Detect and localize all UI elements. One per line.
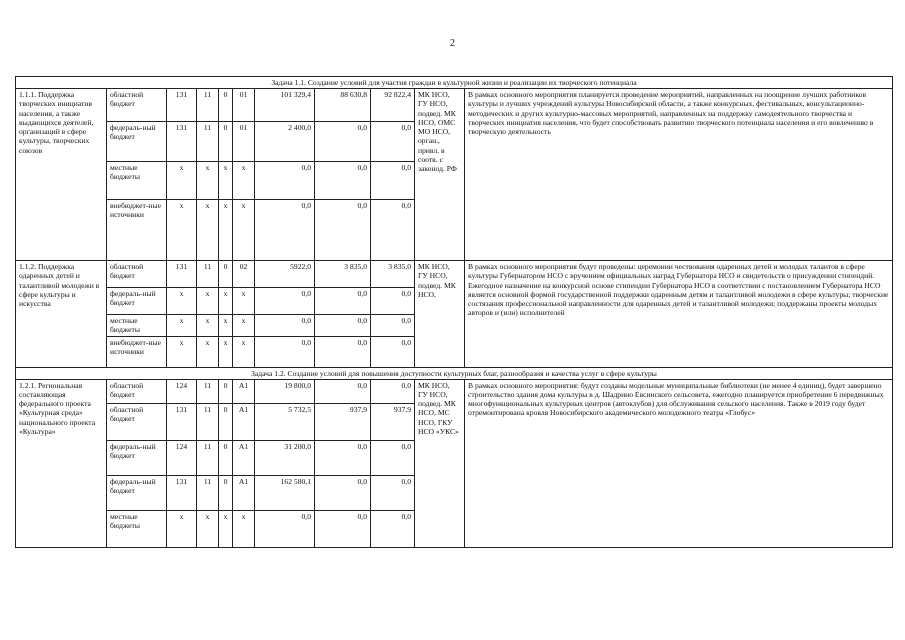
executor-cell: МК НСО, ГУ НСО, подвед. МК НСО, МС НСО, ГКУ НСО «УКС»: [415, 379, 465, 547]
task-heading: Задача 1.1. Создание условий для участия граждан в культурной жизни и реализации их творческого потенциала: [16, 77, 893, 89]
amount-cell: 0,0: [315, 510, 371, 547]
amount-cell: 0,0: [371, 440, 415, 475]
task-row: [16, 367, 893, 379]
event-name: 1.1.1. Поддержка творческих инициатив населения, а также выдающихся деятелей, организаций в сфере культуры, творческих союзов: [16, 89, 107, 261]
amount-cell: 88 630,8: [315, 89, 371, 122]
amount-cell: 5 732,5: [255, 403, 315, 440]
code-cell: х: [233, 315, 255, 337]
table-row: [16, 379, 893, 403]
task-row: [16, 77, 893, 89]
amount-cell: 0,0: [255, 288, 315, 315]
amount-cell: 92 822,4: [371, 89, 415, 122]
code-cell: 0: [219, 379, 233, 403]
amount-cell: 162 580,1: [255, 475, 315, 510]
code-cell: 131: [167, 89, 197, 122]
code-cell: х: [219, 200, 233, 261]
amount-cell: 0,0: [371, 336, 415, 367]
code-cell: А1: [233, 440, 255, 475]
code-cell: х: [219, 510, 233, 547]
code-cell: 11: [197, 261, 219, 288]
code-cell: 01: [233, 122, 255, 162]
funding-source: федераль-ный бюджет: [107, 288, 167, 315]
code-cell: 11: [197, 475, 219, 510]
code-cell: 0: [219, 122, 233, 162]
code-cell: 0: [219, 261, 233, 288]
code-cell: 0: [219, 440, 233, 475]
task-heading: Задача 1.2. Создание условий для повышения доступности культурных благ, разнообразия и качества услуг в сфере культуры: [16, 367, 893, 379]
funding-source: федераль-ный бюджет: [107, 122, 167, 162]
description-cell: В рамках основного мероприятия планируется проведение мероприятий, направленных на поощрение лучших работников культуры и лучших учреждений культуры Новосибирской области, а также конкурсных, фестивальных, консультационно-методических и других культурно-массовых мероприятий, направленных на поддержку самодеятельного творчества и творческих инициатив населения, что будет способствовать развитию творческого потенциала населения и его вовлечению в творческую деятельность: [465, 89, 893, 261]
amount-cell: 101 329,4: [255, 89, 315, 122]
code-cell: х: [233, 162, 255, 200]
amount-cell: 3 835,0: [315, 261, 371, 288]
amount-cell: 0,0: [371, 510, 415, 547]
code-cell: х: [197, 510, 219, 547]
amount-cell: 0,0: [315, 200, 371, 261]
funding-source: внебюджет-ные источники: [107, 200, 167, 261]
amount-cell: 0,0: [315, 440, 371, 475]
amount-cell: 0,0: [255, 510, 315, 547]
funding-source: местные бюджеты: [107, 162, 167, 200]
code-cell: х: [233, 336, 255, 367]
code-cell: 11: [197, 379, 219, 403]
funding-source: областной бюджет: [107, 261, 167, 288]
code-cell: х: [167, 162, 197, 200]
code-cell: х: [233, 288, 255, 315]
amount-cell: 0,0: [315, 475, 371, 510]
amount-cell: 19 800,0: [255, 379, 315, 403]
code-cell: х: [219, 162, 233, 200]
code-cell: х: [197, 288, 219, 315]
executor-cell: МК НСО, ГУ НСО, подвед. МК НСО,: [415, 261, 465, 368]
code-cell: х: [197, 336, 219, 367]
code-cell: х: [167, 315, 197, 337]
code-cell: х: [197, 315, 219, 337]
code-cell: 11: [197, 440, 219, 475]
code-cell: 0: [219, 475, 233, 510]
amount-cell: 0,0: [315, 288, 371, 315]
code-cell: А1: [233, 475, 255, 510]
code-cell: х: [219, 336, 233, 367]
code-cell: 131: [167, 261, 197, 288]
amount-cell: 0,0: [255, 162, 315, 200]
funding-source: местные бюджеты: [107, 315, 167, 337]
amount-cell: 31 200,0: [255, 440, 315, 475]
executor-cell: МК НСО, ГУ НСО, подвед. МК НСО, ОМС МО НСО, орган., привл. в соотв. с законод. РФ: [415, 89, 465, 261]
event-name: 1.1.2. Поддержка одаренных детей и талантливой молодежи в сфере культуры и искусства: [16, 261, 107, 368]
code-cell: 124: [167, 440, 197, 475]
amount-cell: 937,9: [371, 403, 415, 440]
amount-cell: 0,0: [255, 315, 315, 337]
event-name: 1.2.1. Региональная составляющая федерального проекта «Культурная среда» национального проекта «Культура»: [16, 379, 107, 547]
code-cell: х: [167, 336, 197, 367]
code-cell: 131: [167, 403, 197, 440]
amount-cell: 0,0: [315, 336, 371, 367]
amount-cell: 0,0: [371, 122, 415, 162]
code-cell: А1: [233, 403, 255, 440]
amount-cell: 0,0: [371, 200, 415, 261]
amount-cell: 937,9: [315, 403, 371, 440]
amount-cell: 0,0: [371, 379, 415, 403]
amount-cell: 0,0: [255, 336, 315, 367]
amount-cell: 0,0: [315, 162, 371, 200]
code-cell: 124: [167, 379, 197, 403]
code-cell: 02: [233, 261, 255, 288]
amount-cell: 0,0: [371, 162, 415, 200]
code-cell: х: [233, 510, 255, 547]
code-cell: х: [219, 315, 233, 337]
code-cell: х: [167, 288, 197, 315]
code-cell: х: [167, 510, 197, 547]
program-table: [15, 76, 893, 548]
page-number: 2: [450, 38, 455, 49]
code-cell: 01: [233, 89, 255, 122]
funding-source: внебюджет-ные источники: [107, 336, 167, 367]
code-cell: х: [167, 200, 197, 261]
code-cell: х: [197, 200, 219, 261]
code-cell: х: [219, 288, 233, 315]
amount-cell: 0,0: [315, 315, 371, 337]
amount-cell: 2 400,0: [255, 122, 315, 162]
funding-source: областной бюджет: [107, 379, 167, 403]
funding-source: местные бюджеты: [107, 510, 167, 547]
description-cell: В рамках основного мероприятия: будут созданы модельные муниципальные библиотеки (не менее 4 единиц), будет завершено строительство здания дома культуры в д. Шадрино Евсинского сельсовета, ежегодно планируется приобретение 6 передвижных многофункциональных культурных центров (автоклубов) для обслуживания сельского населения. Также в 2019 году будет отремонтирована кровля Новосибирского академического молодежного театра «Глобус»: [465, 379, 893, 547]
amount-cell: 0,0: [371, 288, 415, 315]
description-cell: В рамках основного мероприятия будут проведены: церемонии чествования одаренных детей и молодых талантов в сфере культуры Губернатором НСО с вручением официальных наград Губернатора НСО и свидетельств о присуждении стипендий. Ежегодное назначение на конкурсной основе стипендии Губернатора НСО в соответствии с постановлением Губернатора НСО является основной формой государственной поддержки одаренным детям и талантливой молодежи в сфере культуры; творческие состязания профессиональной направленности для одаренных детей и талантливой молодежи; поддержаны проекты молодых авторов и (или) исполнителей: [465, 261, 893, 368]
code-cell: 11: [197, 403, 219, 440]
code-cell: А1: [233, 379, 255, 403]
funding-source: областной бюджет: [107, 403, 167, 440]
code-cell: 0: [219, 403, 233, 440]
amount-cell: 3 835,0: [371, 261, 415, 288]
code-cell: х: [233, 200, 255, 261]
code-cell: 131: [167, 475, 197, 510]
funding-source: федераль-ный бюджет: [107, 475, 167, 510]
funding-source: федераль-ный бюджет: [107, 440, 167, 475]
code-cell: 11: [197, 122, 219, 162]
code-cell: 131: [167, 122, 197, 162]
amount-cell: 0,0: [315, 379, 371, 403]
amount-cell: 0,0: [371, 315, 415, 337]
amount-cell: 0,0: [315, 122, 371, 162]
code-cell: 0: [219, 89, 233, 122]
code-cell: х: [197, 162, 219, 200]
table-row: [16, 89, 893, 122]
code-cell: 11: [197, 89, 219, 122]
amount-cell: 0,0: [255, 200, 315, 261]
table-row: [16, 261, 893, 288]
amount-cell: 0,0: [371, 475, 415, 510]
funding-source: областной бюджет: [107, 89, 167, 122]
amount-cell: 5922,0: [255, 261, 315, 288]
